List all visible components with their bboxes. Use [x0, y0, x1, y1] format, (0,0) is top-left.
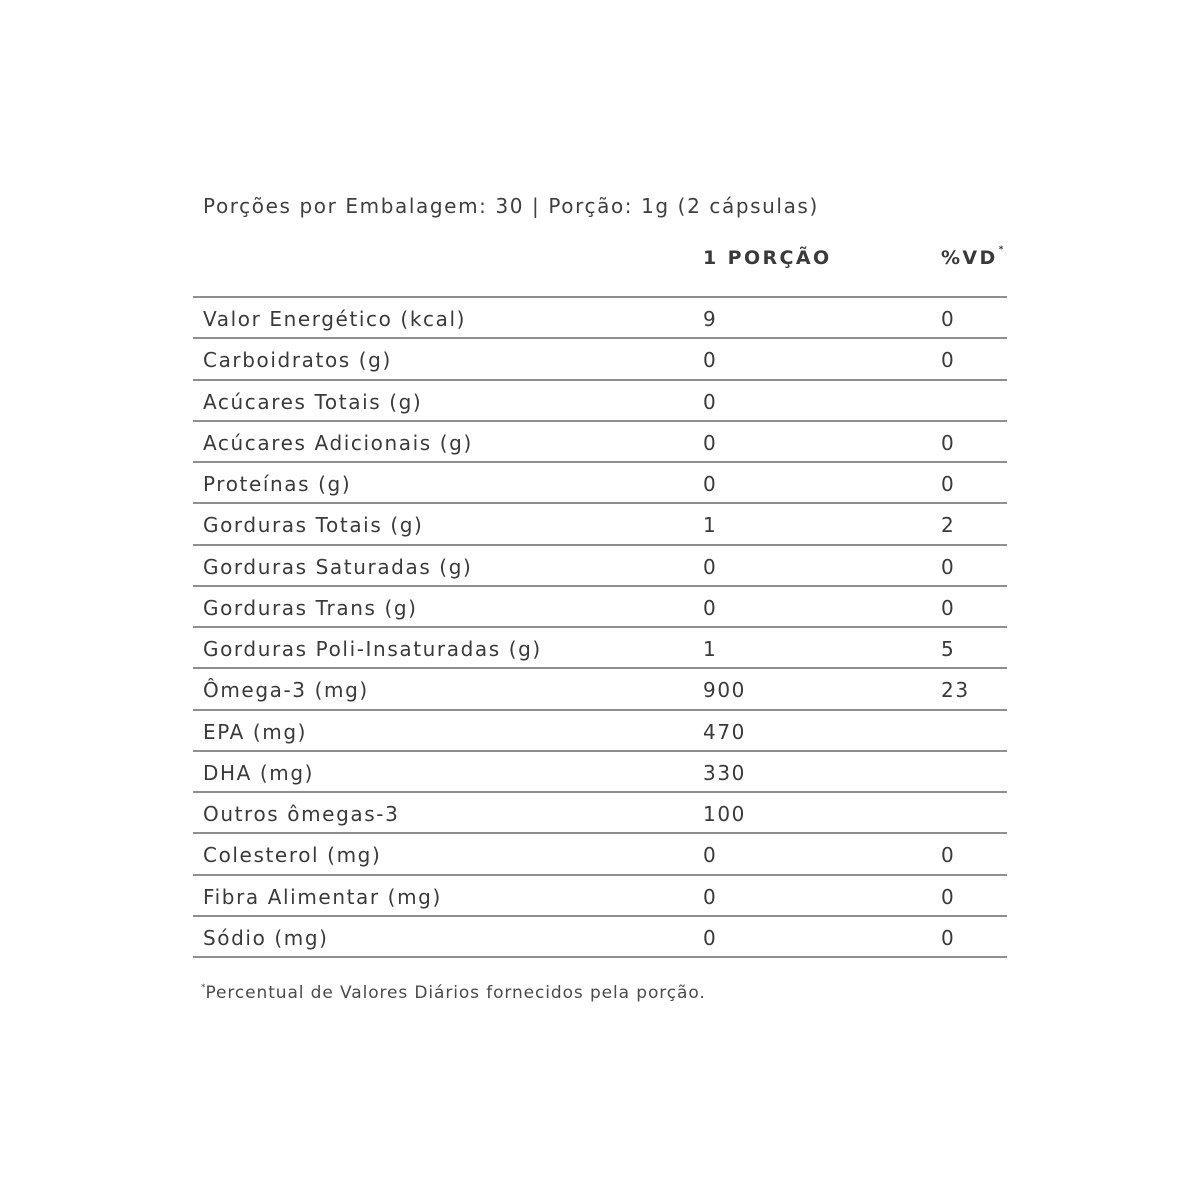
- nutrition-table: [193, 296, 1007, 958]
- nutrient-amount: 0: [703, 843, 718, 868]
- nutrient-name: EPA (mg): [203, 719, 308, 744]
- nutrient-amount: 330: [703, 760, 746, 785]
- table-row: [193, 876, 1007, 917]
- table-row: [193, 793, 1007, 834]
- serving-info: Porções por Embalagem: 30 | Porção: 1g (2 cápsulas): [203, 194, 819, 218]
- table-row: [193, 669, 1007, 710]
- nutrient-daily-value: 0: [941, 554, 956, 579]
- table-row: [193, 834, 1007, 875]
- nutrient-daily-value: 0: [941, 595, 956, 620]
- table-row: [193, 504, 1007, 545]
- nutrient-daily-value: 0: [941, 843, 956, 868]
- nutrient-amount: 1: [703, 637, 718, 661]
- nutrient-name: Proteínas (g): [203, 472, 352, 496]
- nutrient-amount: 0: [703, 472, 718, 496]
- nutrient-name: Carboidratos (g): [203, 348, 392, 373]
- nutrient-name: Acúcares Adicionais (g): [203, 430, 473, 455]
- nutrient-name: Fibra Alimentar (mg): [203, 884, 442, 909]
- table-row: [193, 587, 1007, 628]
- nutrient-name: Gorduras Poli-Insaturadas (g): [203, 637, 542, 661]
- nutrient-daily-value: 0: [941, 472, 956, 496]
- table-row: [193, 298, 1007, 339]
- nutrient-amount: 0: [703, 925, 718, 950]
- column-header-daily-value: [941, 247, 1003, 269]
- column-header-portion: 1 PORÇÃO: [703, 247, 832, 269]
- nutrient-amount: 900: [703, 678, 746, 703]
- nutrient-amount: 470: [703, 719, 746, 744]
- table-row: [193, 546, 1007, 587]
- daily-value-label: %VD: [941, 247, 998, 269]
- nutrient-daily-value: 0: [941, 348, 956, 373]
- table-row: [193, 711, 1007, 752]
- nutrient-amount: 0: [703, 430, 718, 455]
- nutrient-amount: 0: [703, 595, 718, 620]
- table-row: [193, 628, 1007, 669]
- table-row: [193, 917, 1007, 958]
- nutrient-name: Gorduras Totais (g): [203, 513, 424, 538]
- nutrient-amount: 0: [703, 554, 718, 579]
- table-row: [193, 339, 1007, 380]
- nutrient-amount: 100: [703, 802, 746, 826]
- nutrient-amount: 9: [703, 307, 718, 331]
- footnote-text: Percentual de Valores Diários fornecidos pela porção.: [205, 983, 706, 1003]
- nutrient-name: Colesterol (mg): [203, 843, 382, 868]
- nutrient-name: Sódio (mg): [203, 925, 329, 950]
- nutrient-name: Acúcares Totais (g): [203, 389, 423, 414]
- nutrient-daily-value: 23: [941, 678, 970, 703]
- table-row: [193, 422, 1007, 463]
- nutrient-name: Ômega-3 (mg): [203, 678, 369, 703]
- daily-value-footnote-mark: *: [998, 245, 1004, 255]
- footnote-mark: *: [201, 983, 206, 993]
- nutrient-name: Outros ômegas-3: [203, 802, 400, 826]
- nutrient-name: DHA (mg): [203, 760, 315, 785]
- nutrient-daily-value: 0: [941, 925, 956, 950]
- table-row: [193, 463, 1007, 504]
- nutrient-daily-value: 2: [941, 513, 956, 538]
- nutrient-daily-value: 0: [941, 884, 956, 909]
- nutrient-amount: 1: [703, 513, 718, 538]
- nutrient-amount: 0: [703, 348, 718, 373]
- table-row: [193, 752, 1007, 793]
- table-row: [193, 381, 1007, 422]
- nutrient-name: Gorduras Saturadas (g): [203, 554, 473, 579]
- nutrient-daily-value: 0: [941, 307, 956, 331]
- footnote: [201, 983, 706, 1003]
- nutrient-daily-value: 5: [941, 637, 956, 661]
- nutrient-amount: 0: [703, 389, 718, 414]
- nutrient-daily-value: 0: [941, 430, 956, 455]
- nutrient-amount: 0: [703, 884, 718, 909]
- nutrient-name: Valor Energético (kcal): [203, 307, 467, 331]
- nutrient-name: Gorduras Trans (g): [203, 595, 418, 620]
